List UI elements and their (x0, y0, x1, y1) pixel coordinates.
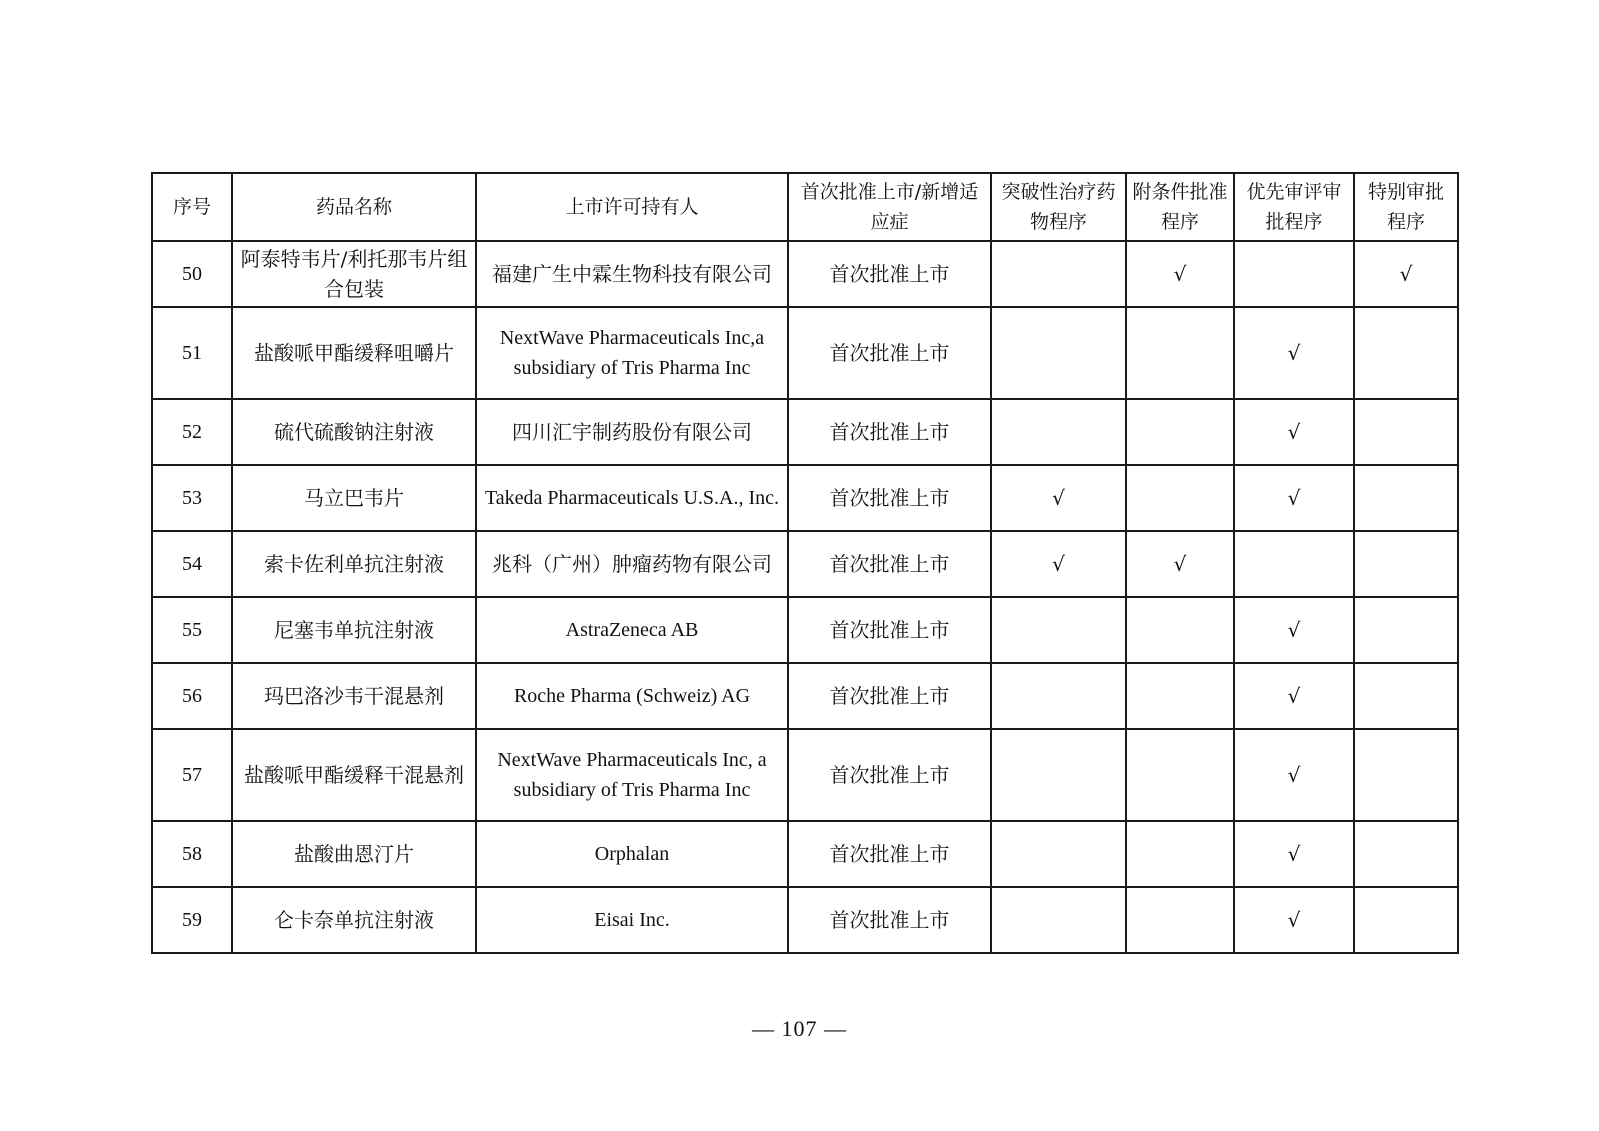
row-approval-type: 首次批准上市 (788, 531, 991, 597)
row-license-holder: AstraZeneca AB (476, 597, 788, 663)
drug-approval-table (151, 172, 1459, 954)
row-priority-mark: √ (1234, 887, 1354, 953)
row-breakthrough-mark (991, 241, 1126, 307)
header-breakthrough: 突破性治疗药物程序 (991, 173, 1126, 241)
page-number: — 107 — (752, 1016, 847, 1041)
table-row (152, 663, 1458, 729)
table-row (152, 241, 1458, 307)
row-priority-mark (1234, 531, 1354, 597)
row-special-mark (1354, 887, 1458, 953)
row-license-holder: Orphalan (476, 821, 788, 887)
table-row (152, 597, 1458, 663)
row-approval-type: 首次批准上市 (788, 399, 991, 465)
table-row (152, 821, 1458, 887)
row-drug-name: 盐酸曲恩汀片 (232, 821, 476, 887)
row-no: 53 (152, 465, 232, 531)
row-breakthrough-mark: √ (991, 465, 1126, 531)
row-special-mark: √ (1354, 241, 1458, 307)
row-no: 54 (152, 531, 232, 597)
row-priority-mark: √ (1234, 729, 1354, 821)
row-conditional-mark (1126, 821, 1234, 887)
row-drug-name: 阿泰特韦片/利托那韦片组合包装 (232, 241, 476, 307)
row-drug-name: 马立巴韦片 (232, 465, 476, 531)
header-priority: 优先审评审批程序 (1234, 173, 1354, 241)
table-row (152, 307, 1458, 399)
table-row (152, 399, 1458, 465)
row-no: 59 (152, 887, 232, 953)
header-drug-name: 药品名称 (232, 173, 476, 241)
row-priority-mark: √ (1234, 399, 1354, 465)
row-special-mark (1354, 399, 1458, 465)
table-row (152, 729, 1458, 821)
table-row (152, 531, 1458, 597)
row-approval-type: 首次批准上市 (788, 241, 991, 307)
row-breakthrough-mark (991, 399, 1126, 465)
row-drug-name: 玛巴洛沙韦干混悬剂 (232, 663, 476, 729)
row-license-holder: NextWave Pharmaceuticals Inc,a subsidiary of Tris Pharma Inc (476, 307, 788, 399)
row-approval-type: 首次批准上市 (788, 465, 991, 531)
row-license-holder: Roche Pharma (Schweiz) AG (476, 663, 788, 729)
table-row (152, 887, 1458, 953)
row-approval-type: 首次批准上市 (788, 597, 991, 663)
row-breakthrough-mark (991, 887, 1126, 953)
row-conditional-mark (1126, 597, 1234, 663)
row-special-mark (1354, 729, 1458, 821)
header-no: 序号 (152, 173, 232, 241)
row-special-mark (1354, 531, 1458, 597)
row-license-holder: 四川汇宇制药股份有限公司 (476, 399, 788, 465)
header-license-holder: 上市许可持有人 (476, 173, 788, 241)
row-breakthrough-mark (991, 597, 1126, 663)
row-conditional-mark (1126, 729, 1234, 821)
row-breakthrough-mark: √ (991, 531, 1126, 597)
row-approval-type: 首次批准上市 (788, 663, 991, 729)
row-priority-mark: √ (1234, 597, 1354, 663)
row-conditional-mark: √ (1126, 241, 1234, 307)
row-conditional-mark (1126, 887, 1234, 953)
row-license-holder: NextWave Pharmaceuticals Inc, a subsidiary of Tris Pharma Inc (476, 729, 788, 821)
row-special-mark (1354, 307, 1458, 399)
row-special-mark (1354, 821, 1458, 887)
table-row (152, 465, 1458, 531)
header-conditional: 附条件批准程序 (1126, 173, 1234, 241)
row-no: 55 (152, 597, 232, 663)
row-priority-mark: √ (1234, 465, 1354, 531)
row-conditional-mark (1126, 307, 1234, 399)
row-no: 58 (152, 821, 232, 887)
row-breakthrough-mark (991, 307, 1126, 399)
row-license-holder: Takeda Pharmaceuticals U.S.A., Inc. (476, 465, 788, 531)
row-priority-mark: √ (1234, 821, 1354, 887)
row-conditional-mark (1126, 399, 1234, 465)
row-no: 52 (152, 399, 232, 465)
row-conditional-mark: √ (1126, 531, 1234, 597)
header-special: 特别审批程序 (1354, 173, 1458, 241)
row-drug-name: 索卡佐利单抗注射液 (232, 531, 476, 597)
row-drug-name: 仑卡奈单抗注射液 (232, 887, 476, 953)
row-drug-name: 尼塞韦单抗注射液 (232, 597, 476, 663)
row-breakthrough-mark (991, 663, 1126, 729)
row-special-mark (1354, 597, 1458, 663)
row-special-mark (1354, 465, 1458, 531)
row-special-mark (1354, 663, 1458, 729)
row-conditional-mark (1126, 663, 1234, 729)
row-no: 50 (152, 241, 232, 307)
row-breakthrough-mark (991, 729, 1126, 821)
row-drug-name: 盐酸哌甲酯缓释咀嚼片 (232, 307, 476, 399)
row-priority-mark (1234, 241, 1354, 307)
row-approval-type: 首次批准上市 (788, 307, 991, 399)
row-approval-type: 首次批准上市 (788, 887, 991, 953)
header-approval-type: 首次批准上市/新增适应症 (788, 173, 991, 241)
row-breakthrough-mark (991, 821, 1126, 887)
row-drug-name: 硫代硫酸钠注射液 (232, 399, 476, 465)
row-approval-type: 首次批准上市 (788, 821, 991, 887)
row-conditional-mark (1126, 465, 1234, 531)
row-no: 57 (152, 729, 232, 821)
row-license-holder: Eisai Inc. (476, 887, 788, 953)
row-license-holder: 福建广生中霖生物科技有限公司 (476, 241, 788, 307)
row-priority-mark: √ (1234, 307, 1354, 399)
row-approval-type: 首次批准上市 (788, 729, 991, 821)
row-priority-mark: √ (1234, 663, 1354, 729)
row-drug-name: 盐酸哌甲酯缓释干混悬剂 (232, 729, 476, 821)
row-no: 56 (152, 663, 232, 729)
row-license-holder: 兆科（广州）肿瘤药物有限公司 (476, 531, 788, 597)
row-no: 51 (152, 307, 232, 399)
table-header-row (152, 173, 1458, 241)
